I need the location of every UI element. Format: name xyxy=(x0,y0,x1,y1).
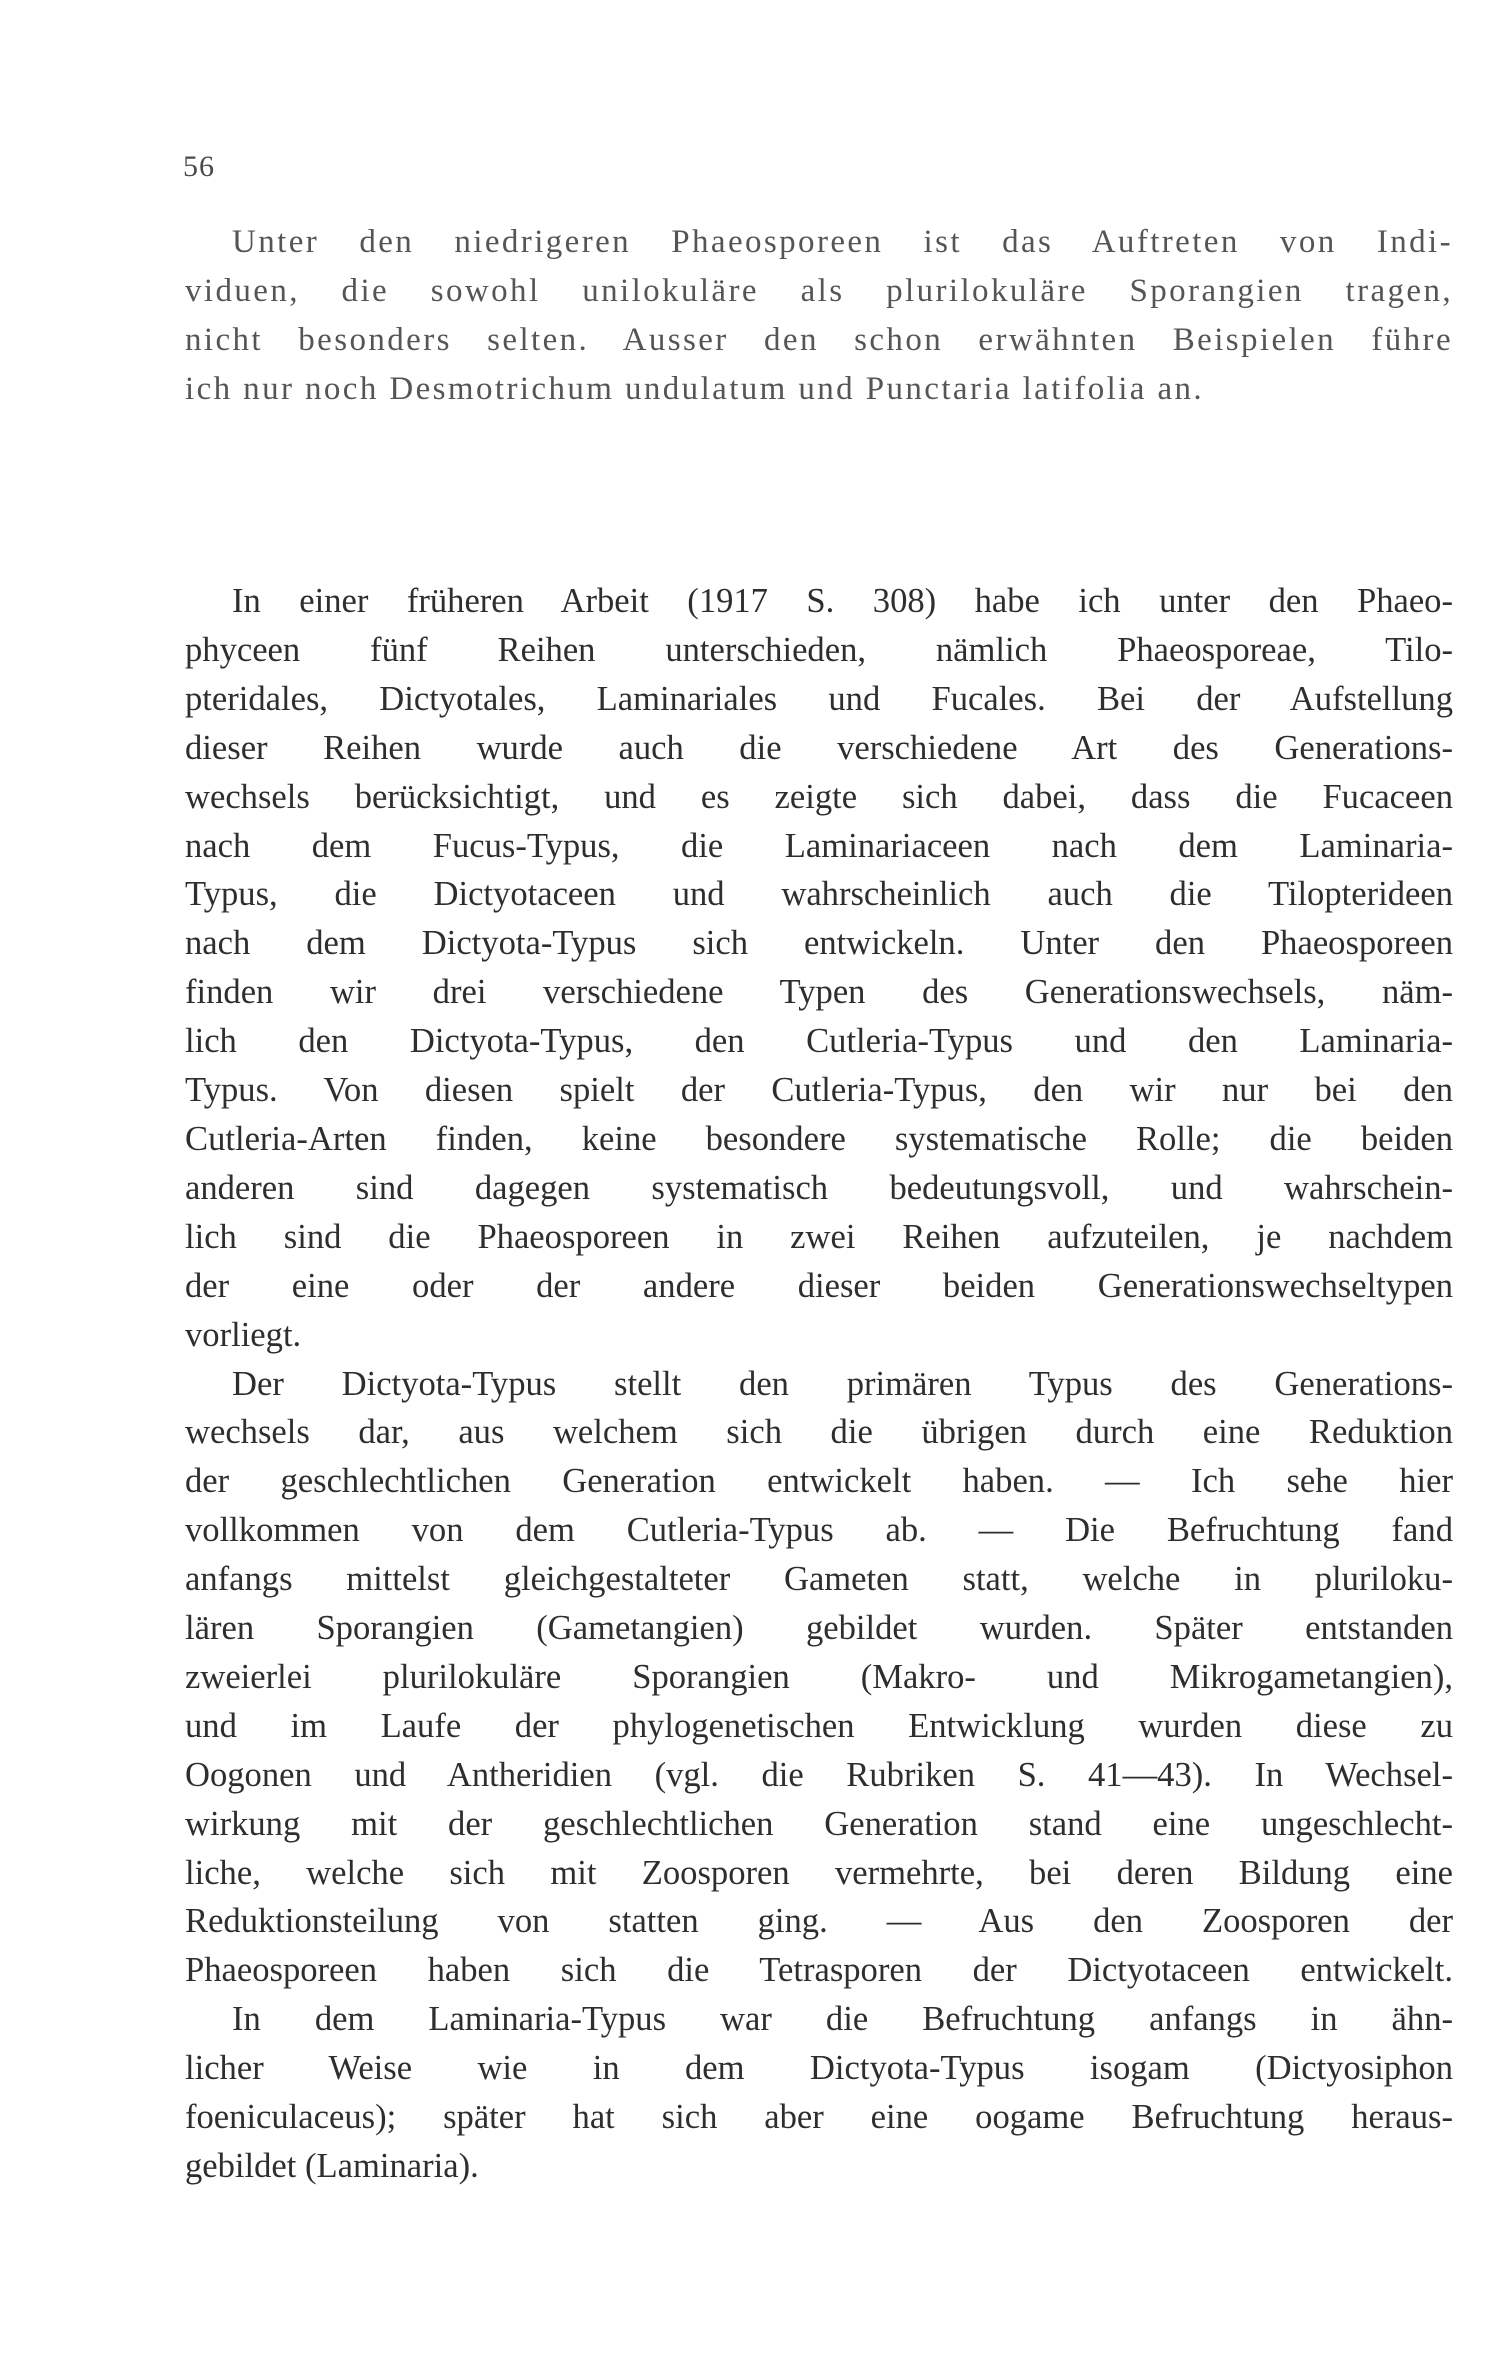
text-line: lich den Dictyota-Typus, den Cutleria-Typus und den Laminaria- xyxy=(185,1022,1453,1061)
text-line: anderen sind dagegen systematisch bedeutungsvoll, und wahrschein- xyxy=(185,1168,1453,1207)
text-line: wirkung mit der geschlechtlichen Generation stand eine ungeschlecht- xyxy=(185,1804,1453,1843)
small-print-paragraph xyxy=(185,218,1453,414)
text-line: licher Weise wie in dem Dictyota-Typus isogam (Dictyosiphon xyxy=(185,2049,1453,2088)
text-line: Oogonen und Antheridien (vgl. die Rubriken S. 41—43). In Wechsel- xyxy=(185,1755,1453,1794)
text-line: Reduktionsteilung von statten ging. — Aus den Zoosporen der xyxy=(185,1902,1453,1941)
text-line: nach dem Fucus-Typus, die Laminariaceen nach dem Laminaria- xyxy=(185,826,1453,865)
text-line: Typus. Von diesen spielt der Cutleria-Typus, den wir nur bei den xyxy=(185,1071,1453,1110)
text-line: foeniculaceus); später hat sich aber eine oogame Befruchtung heraus- xyxy=(185,2098,1453,2137)
main-text xyxy=(185,577,1453,2191)
text-line: zweierlei plurilokuläre Sporangien (Makro- und Mikrogametangien), xyxy=(185,1657,1453,1696)
text-line: vollkommen von dem Cutleria-Typus ab. — Die Befruchtung fand xyxy=(185,1511,1453,1550)
text-line: Phaeosporeen haben sich die Tetrasporen der Dictyotaceen entwickelt. xyxy=(185,1951,1453,1990)
text-line: ich nur noch Desmotrichum undulatum und Punctaria latifolia an. xyxy=(185,371,1205,407)
text-line: pteridales, Dictyotales, Laminariales und Fucales. Bei der Aufstellung xyxy=(185,679,1453,718)
text-line: der eine oder der andere dieser beiden Generationswechseltypen xyxy=(185,1266,1453,1305)
page-number: 56 xyxy=(183,150,215,183)
text-line: finden wir drei verschiedene Typen des Generationswechsels, näm- xyxy=(185,973,1453,1012)
text-line: Unter den niedrigeren Phaeosporeen ist das Auftreten von Indi- xyxy=(232,224,1453,260)
text-line: anfangs mittelst gleichgestalteter Gameten statt, welche in pluriloku- xyxy=(185,1560,1453,1599)
text-line: vorliegt. xyxy=(185,1315,302,1354)
text-line: wechsels dar, aus welchem sich die übrigen durch eine Reduktion xyxy=(185,1413,1453,1452)
text-line: Typus, die Dictyotaceen und wahrscheinlich auch die Tilopterideen xyxy=(185,875,1453,914)
text-line: der geschlechtlichen Generation entwickelt haben. — Ich sehe hier xyxy=(185,1462,1453,1501)
text-line: nicht besonders selten. Ausser den schon erwähnten Beispielen führe xyxy=(185,322,1453,358)
text-line: Der Dictyota-Typus stellt den primären Typus des Generations- xyxy=(232,1364,1453,1403)
text-line: gebildet (Laminaria). xyxy=(185,2147,479,2185)
text-line: viduen, die sowohl unilokuläre als plurilokuläre Sporangien tragen, xyxy=(185,273,1453,309)
text-line: lären Sporangien (Gametangien) gebildet wurden. Später entstanden xyxy=(185,1609,1453,1648)
text-line: nach dem Dictyota-Typus sich entwickeln. Unter den Phaeosporeen xyxy=(185,924,1453,963)
text-line: lich sind die Phaeosporeen in zwei Reihen aufzuteilen, je nachdem xyxy=(185,1217,1453,1256)
text-line: Cutleria-Arten finden, keine besondere systematische Rolle; die beiden xyxy=(185,1119,1453,1158)
text-line: und im Laufe der phylogenetischen Entwicklung wurden diese zu xyxy=(185,1706,1453,1745)
text-line: wechsels berücksichtigt, und es zeigte sich dabei, dass die Fucaceen xyxy=(185,777,1453,816)
text-line: liche, welche sich mit Zoosporen vermehrte, bei deren Bildung eine xyxy=(185,1853,1453,1892)
text-line: phyceen fünf Reihen unterschieden, nämlich Phaeosporeae, Tilo- xyxy=(185,630,1453,669)
text-line: In einer früheren Arbeit (1917 S. 308) habe ich unter den Phaeo- xyxy=(232,582,1453,620)
text-line: In dem Laminaria-Typus war die Befruchtung anfangs in ähn- xyxy=(232,2000,1453,2039)
text-line: dieser Reihen wurde auch die verschiedene Art des Generations- xyxy=(185,728,1453,767)
